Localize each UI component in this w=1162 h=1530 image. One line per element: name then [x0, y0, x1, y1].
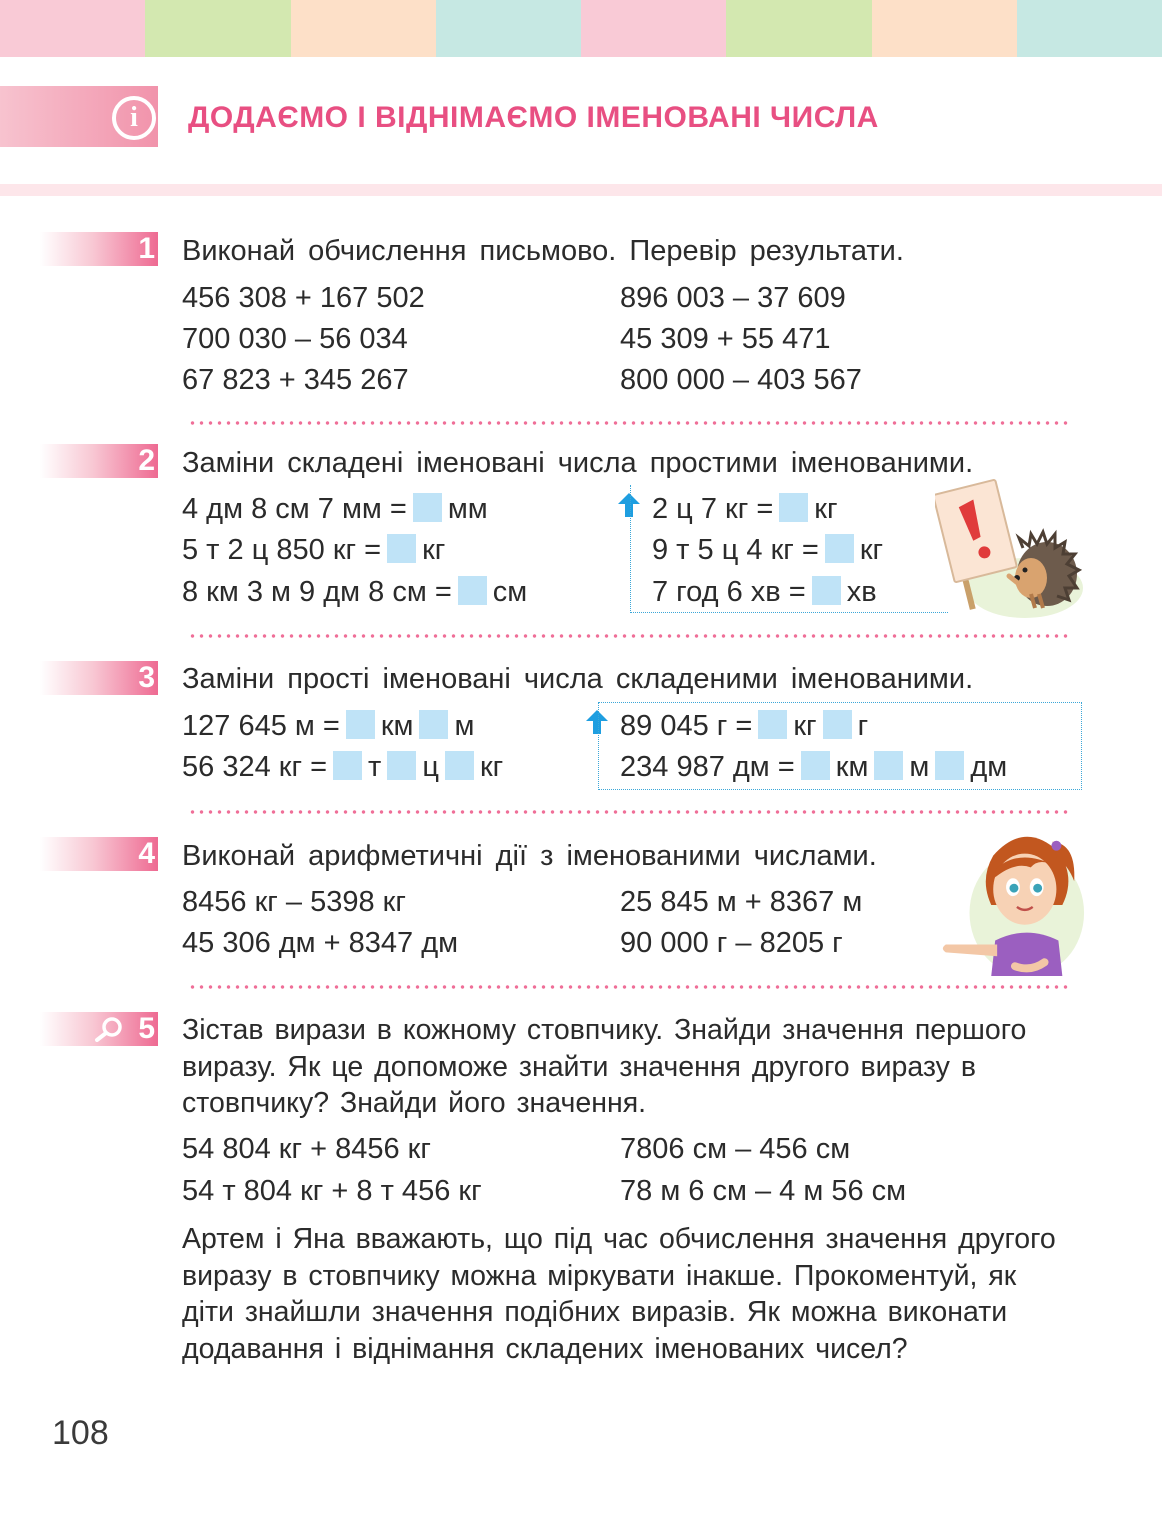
- answer-box[interactable]: [333, 751, 362, 780]
- task-number: 3: [138, 661, 155, 694]
- hedgehog-illustration: [935, 478, 1085, 618]
- expression: 7 год 6 хв =: [652, 576, 806, 608]
- task-4-expression: 90 000 г – 8205 г: [620, 927, 843, 959]
- answer-box[interactable]: [387, 534, 416, 563]
- unit: кг: [422, 534, 446, 566]
- girl-illustration: [935, 822, 1085, 980]
- stripe: [581, 0, 726, 57]
- task-4-expression: 45 306 дм + 8347 дм: [182, 927, 459, 959]
- task-5-followup: Артем і Яна вважають, що під час обчислення значення другого виразу в стовпчику можна міркувати інакше. Прокоментуй, як діти знайшли значення подібних виразів. Як можна виконати додавання і віднімання складених іменованих чисел?: [182, 1223, 1056, 1365]
- task-3-exercise: [620, 708, 868, 744]
- task-number-tab: [40, 1012, 158, 1046]
- dotted-separator: [188, 810, 1068, 814]
- stripe: [436, 0, 581, 57]
- task-4-instruction: Виконай арифметичні дії з іменованими числами.: [182, 840, 877, 872]
- task-2-exercise: [652, 491, 838, 527]
- unit: см: [492, 576, 528, 608]
- answer-box[interactable]: [935, 751, 964, 780]
- stripe: [726, 0, 871, 57]
- unit: км: [835, 751, 869, 783]
- task-5-expression: 78 м 6 см – 4 м 56 см: [620, 1175, 907, 1207]
- answer-box[interactable]: [445, 751, 474, 780]
- task-1-expression: 896 003 – 37 609: [620, 282, 846, 314]
- answer-box[interactable]: [779, 493, 808, 522]
- unit: дм: [970, 751, 1008, 783]
- answer-box[interactable]: [825, 534, 854, 563]
- task-1-expression: 456 308 + 167 502: [182, 282, 425, 314]
- stripe: [291, 0, 436, 57]
- title-underline: [0, 184, 1162, 196]
- unit: м: [909, 751, 930, 783]
- dotted-separator: [188, 985, 1068, 989]
- task-2-exercise: [182, 574, 527, 610]
- expression: 2 ц 7 кг =: [652, 493, 774, 525]
- expression: 9 т 5 ц 4 кг =: [652, 534, 819, 566]
- unit: кг: [859, 534, 884, 566]
- answer-box[interactable]: [419, 710, 448, 739]
- header-color-stripes: [0, 0, 1162, 57]
- task-1-expression: 45 309 + 55 471: [620, 323, 831, 355]
- task-number-tab: [40, 232, 158, 266]
- unit: т: [368, 751, 382, 783]
- expression: 4 дм 8 см 7 мм =: [182, 493, 407, 525]
- unit: м: [454, 710, 475, 742]
- expression: 234 987 дм =: [620, 751, 795, 783]
- expression: 8 км 3 м 9 дм 8 см =: [182, 576, 452, 608]
- unit: мм: [447, 493, 488, 525]
- task-2-exercise: [182, 491, 488, 527]
- task-3-exercise: [182, 749, 503, 785]
- task-3-exercise: [620, 749, 1007, 785]
- task-number-tab: [40, 661, 158, 695]
- task-1-expression: 800 000 – 403 567: [620, 364, 862, 396]
- task-1-expression: 700 030 – 56 034: [182, 323, 408, 355]
- page-title: ДОДАЄМО І ВІДНІМАЄМО ІМЕНОВАНІ ЧИСЛА: [188, 101, 879, 134]
- task-number-tab: [40, 444, 158, 478]
- unit: кг: [793, 710, 817, 742]
- task-3-exercise: [182, 708, 474, 744]
- dotted-separator: [188, 421, 1068, 425]
- unit: км: [380, 710, 414, 742]
- expression: 56 324 кг =: [182, 751, 328, 783]
- task-1-expression: 67 823 + 345 267: [182, 364, 409, 396]
- answer-box[interactable]: [413, 493, 442, 522]
- answer-box[interactable]: [801, 751, 830, 780]
- task-number: 5: [138, 1012, 155, 1045]
- info-icon: i: [112, 96, 156, 140]
- answer-box[interactable]: [346, 710, 375, 739]
- task-2-exercise: [652, 532, 883, 568]
- unit: г: [857, 710, 869, 742]
- answer-box[interactable]: [874, 751, 903, 780]
- task-5-expression: 54 т 804 кг + 8 т 456 кг: [182, 1175, 482, 1207]
- task-5-expression: 54 804 кг + 8456 кг: [182, 1133, 431, 1165]
- magnifier-icon: [94, 1016, 124, 1042]
- task-5-instruction: Зістав вирази в кожному стовпчику. Знайди значення першого виразу. Як це допоможе знайти значення другого виразу в стовпчику? Знайди його значення.: [182, 1014, 1027, 1119]
- answer-box[interactable]: [758, 710, 787, 739]
- task-5-expression: 7806 см – 456 см: [620, 1133, 851, 1165]
- expression: 89 045 г =: [620, 710, 753, 742]
- task-1-instruction: Виконай обчислення письмово. Перевір результати.: [182, 235, 904, 267]
- stripe: [1017, 0, 1162, 57]
- task-2-instruction: Заміни складені іменовані числа простими іменованими.: [182, 447, 974, 479]
- answer-box[interactable]: [387, 751, 416, 780]
- task-2-exercise: [652, 574, 877, 610]
- unit: хв: [846, 576, 877, 608]
- unit: кг: [479, 751, 504, 783]
- answer-box[interactable]: [812, 576, 841, 605]
- answer-box[interactable]: [823, 710, 852, 739]
- unit: ц: [422, 751, 439, 783]
- expression: 127 645 м =: [182, 710, 340, 742]
- task-4-expression: 8456 кг – 5398 кг: [182, 886, 406, 918]
- stripe: [145, 0, 290, 57]
- task-number: 2: [138, 444, 155, 477]
- task-number: 1: [138, 232, 155, 265]
- task-number: 4: [138, 837, 155, 870]
- task-4-expression: 25 845 м + 8367 м: [620, 886, 863, 918]
- stripe: [0, 0, 145, 57]
- task-number-tab: [40, 837, 158, 871]
- answer-box[interactable]: [458, 576, 487, 605]
- unit: кг: [814, 493, 838, 525]
- task-3-instruction: Заміни прості іменовані числа складеними іменованими.: [182, 663, 974, 695]
- page-number: 108: [52, 1414, 109, 1452]
- stripe: [872, 0, 1017, 57]
- task-2-exercise: [182, 532, 445, 568]
- dotted-separator: [188, 634, 1068, 638]
- expression: 5 т 2 ц 850 кг =: [182, 534, 382, 566]
